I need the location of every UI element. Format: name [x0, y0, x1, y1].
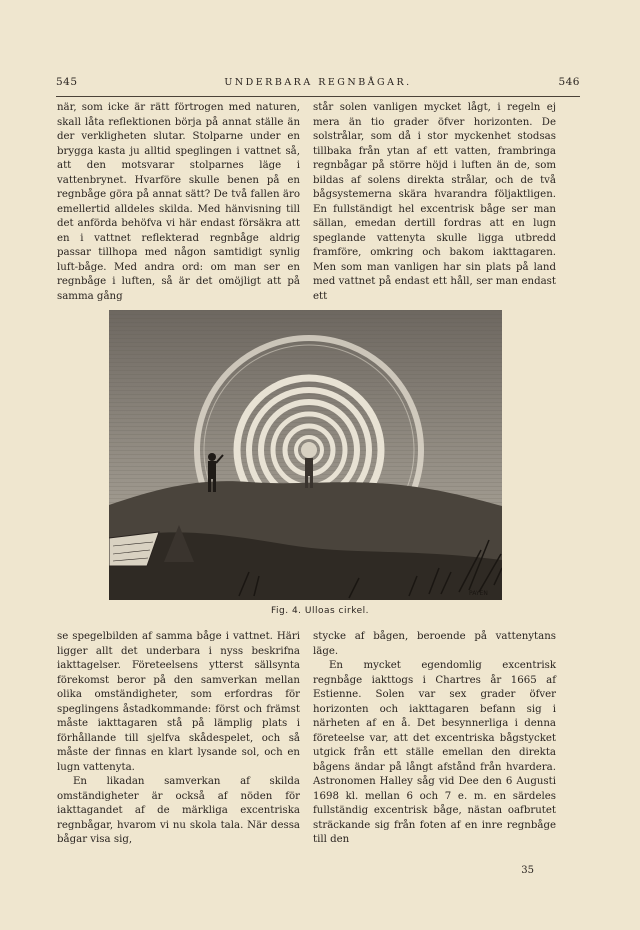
page-folio: 35: [521, 865, 534, 876]
column-bottom-left: [57, 630, 300, 848]
column-top-right: [313, 101, 556, 304]
running-header: [56, 76, 580, 92]
running-title: UNDERBARA REGNBÅGAR.: [224, 77, 412, 88]
paragraph: se spegelbilden af samma båge i vattnet. Häri ligger allt det underbara i nyss beskrifna iakttagelser. Företeelsens ytterst sällsynta förekomst beror på den samverkan mellan olika omständigheter, som erfordras för speglingens åstadkommande: först och främst måste iakttagaren stå på lämplig plats i förhållande till sjelfva skådespelet, och så måste der finnas en klart lysande sol, och en lugn vattenyta.: [57, 631, 300, 773]
shadow-figure-head: [301, 442, 317, 458]
paragraph: En likadan samverkan af skilda omständigheter är också af nöden för iakttagandet af de märkliga excentriska regnbågar, hvarom vi nu skola tala. När dessa bågar visa sig,: [57, 776, 300, 845]
left-page-number: 545: [56, 76, 78, 88]
figure-caption: Fig. 4. Ulloas cirkel.: [270, 606, 369, 616]
right-page-number: 546: [558, 76, 580, 88]
engraving-ulloas-circle: [109, 310, 502, 600]
engraver-signature: PAYEN: [469, 590, 488, 597]
paragraph: när, som icke är rätt förtrogen med naturen, skall låta reflektionen börja på annat ställe än der verkligheten slutar. Stolparne under en brygga kasta ju alltid speglingen i vattnet så, att den motsvarar stolparnes läge i vattenbrynet. Hvarföre skulle benen på en regnbåge göra på annat sätt? De två fallen äro emellertid alldeles skilda. Med hänvisning till det anförda behöfva vi här endast försäkra att en i vattnet reflekterad regnbåge aldrig passar tillhopa med någon samtidigt synlig luft-båge. Med andra ord: om man ser en regnbåge i luften, så är det omöjligt att på samma gång: [57, 102, 300, 302]
column-bottom-right: [313, 630, 556, 848]
header-rule: [56, 96, 580, 97]
column-top-left: [57, 101, 300, 304]
paragraph: står solen vanligen mycket lågt, i regeln ej mera än tio grader öfver horizonten. De solstrålar, som då i stor myckenhet stodsas tillbaka från ytan af ett vatten, frambringa regnbågar på större höjd i luften än de, som bildas af solens direkta strålar, och de två bågsystemerna skära hvarandra följaktligen. En fullständigt hel excentrisk båge ser man sällan, emedan dertill fordras att en lugn speglande vattenyta skulle ligga utbredd framföre, omkring och bakom iakttagaren. Men som man vanligen har sin plats på land med vattnet på endast ett håll, ser man endast ett: [313, 102, 556, 302]
paragraph: En mycket egendomlig excentrisk regnbåge iakttogs i Chartres år 1665 af Estienne. Solen var sex grader öfver horizonten och iakttagaren befann sig i närheten af en å. Det besynnerliga i denna företeelse var, att det excentriska bågstycket utgick från ett ställe emellan den direkta bågens ändar på långt afstånd från hvardera. Astronomen Halley såg vid Dee den 6 Augusti 1698 kl. mellan 6 och 7 e. m. en särdeles fullständig excentrisk båge, nästan oafbrutet sträckande sig från foten af en inre regnbåge till den: [313, 660, 556, 845]
paragraph: stycke af bågen, beroende på vattenytans läge.: [313, 631, 556, 657]
